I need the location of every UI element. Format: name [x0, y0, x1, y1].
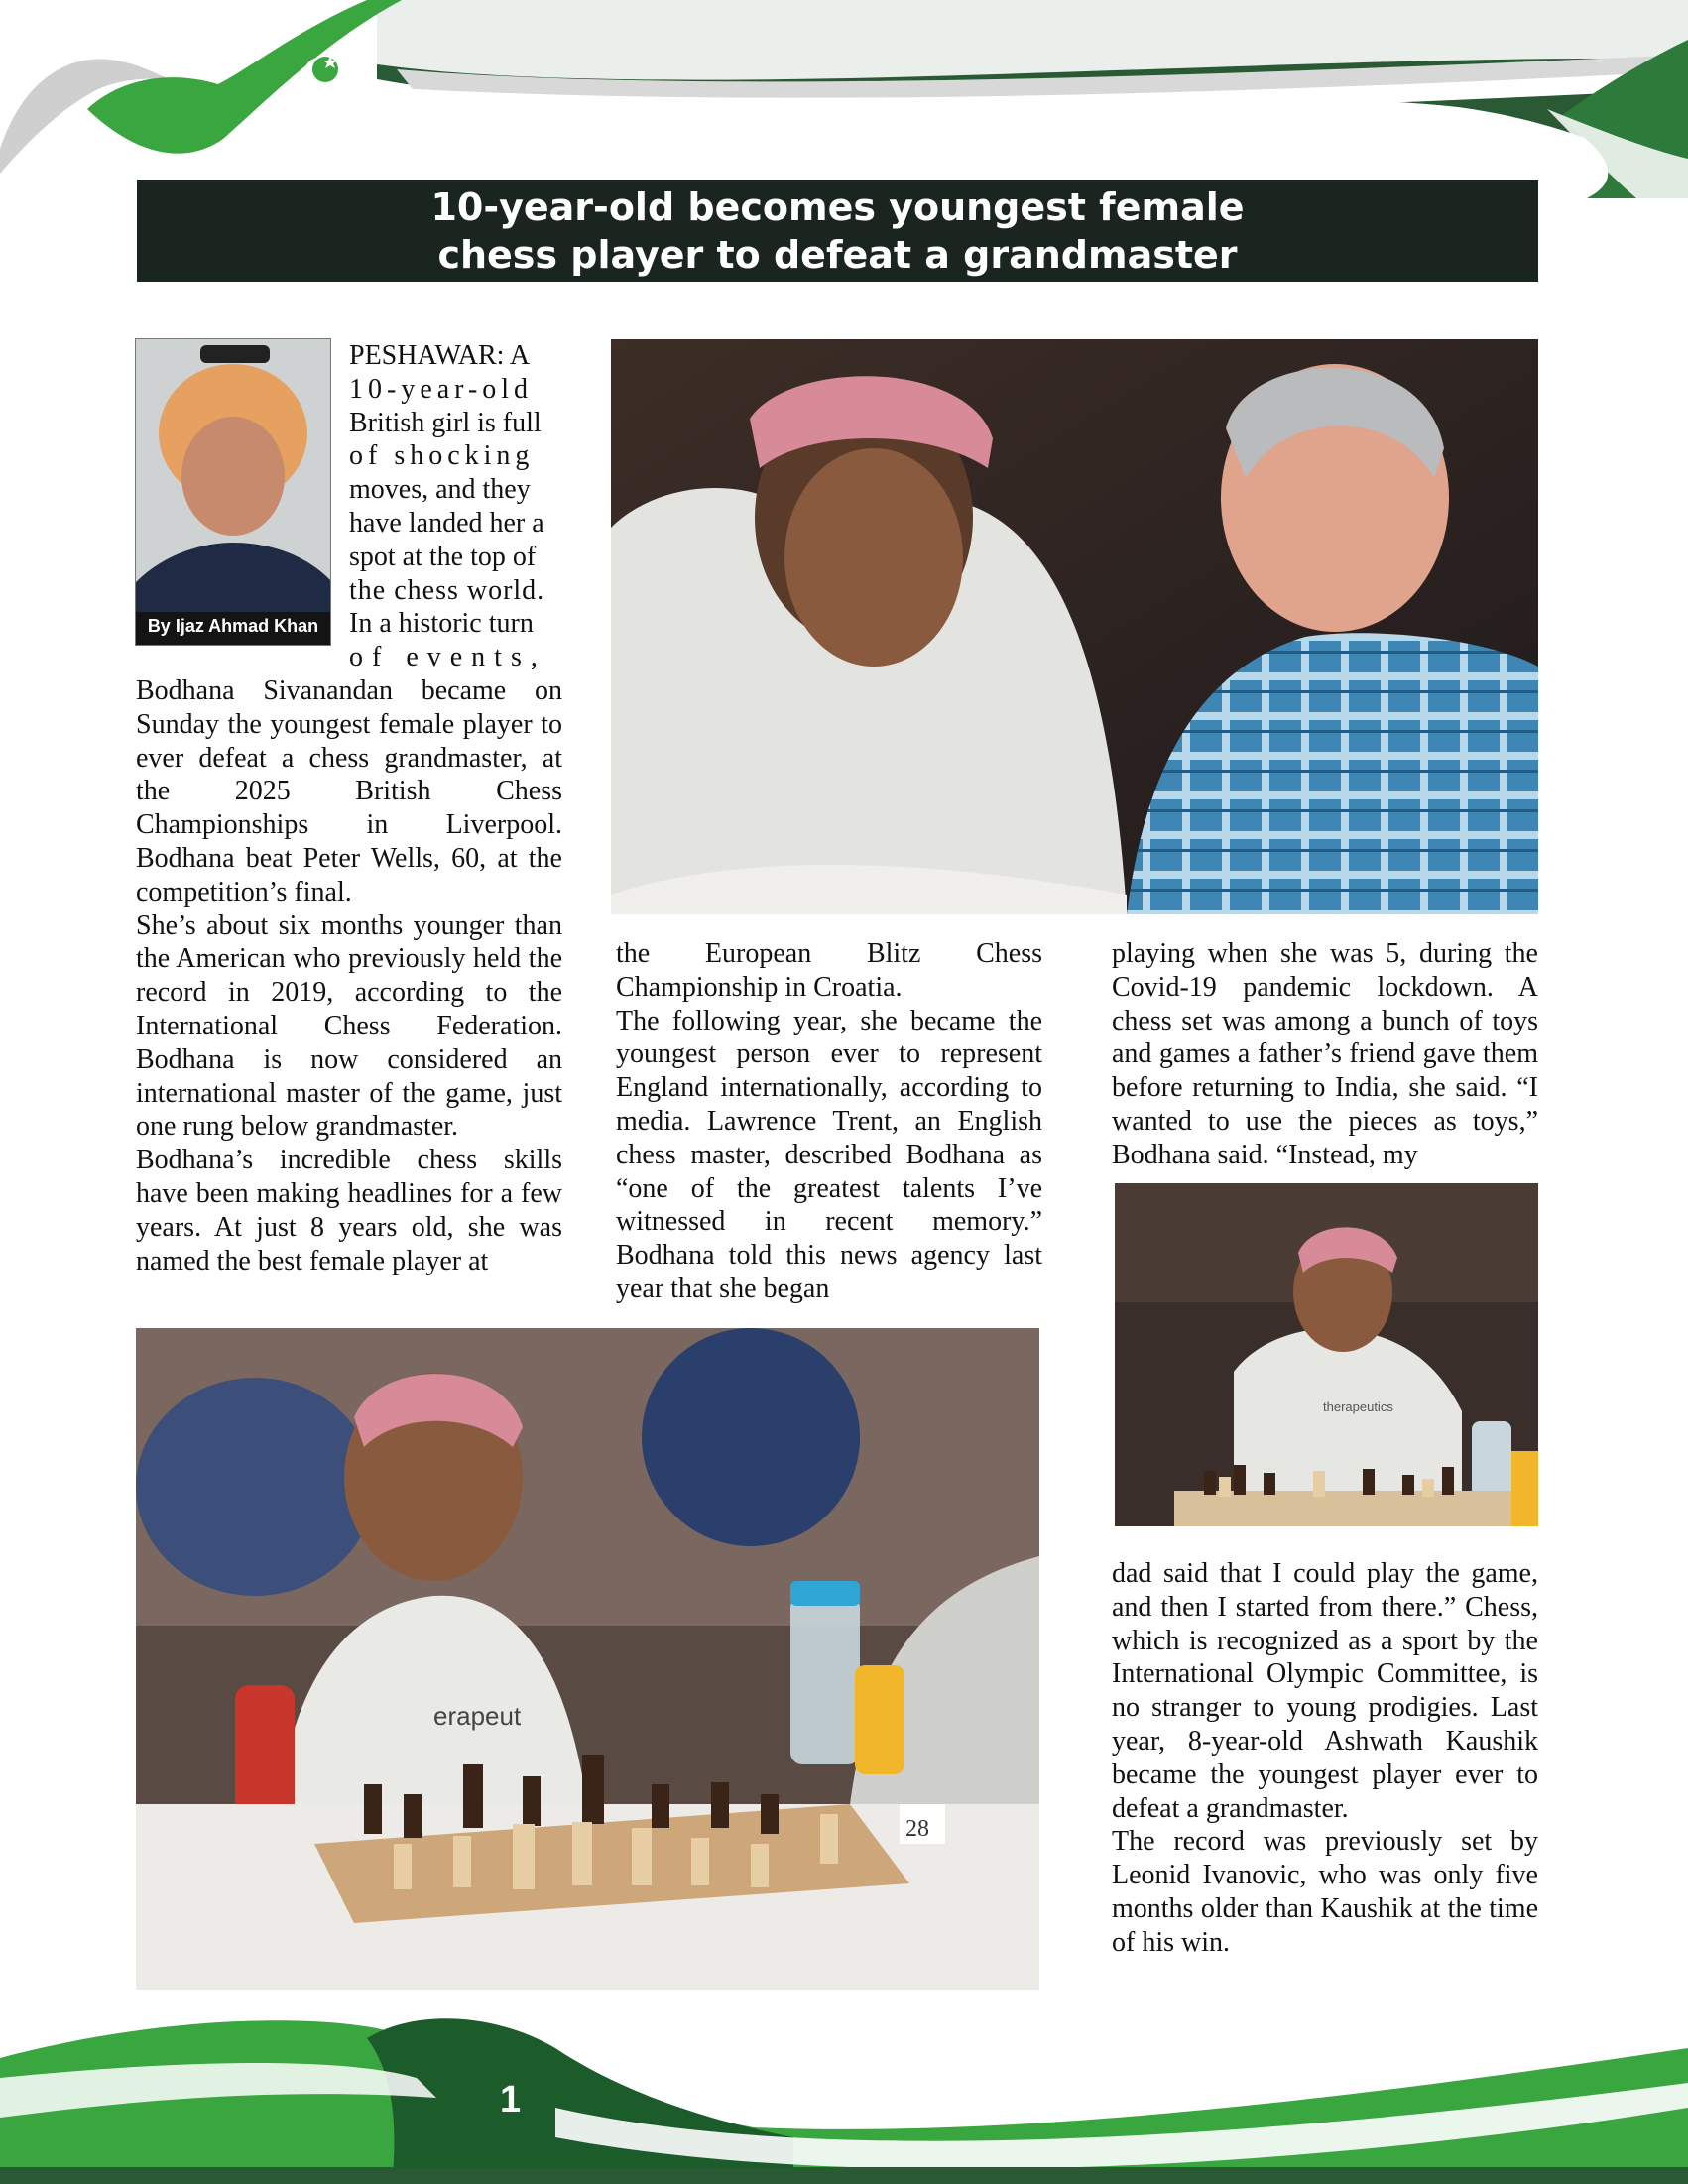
headline-line-2: chess player to defeat a grandmaster [437, 233, 1238, 277]
paragraph: She’s about six months younger than the American who previously held the record in 2019, according to the International Chess Federation. Bodhana is now considered an international master of the game, just one rung below grandmaster. [136, 910, 562, 1143]
column-1-body [136, 674, 562, 1277]
paragraph: The following year, she became the youngest person ever to represent England internationally, according to media. Lawrence Trent, an English chess master, described Bodhana as “one of the greatest talents I’ve witnessed in recent memory.” Bodhana told this news agency last year that she began [616, 1005, 1042, 1304]
wrap-line: spot at the top of [349, 541, 537, 572]
wrap-line: PESHAWAR: A [349, 340, 531, 371]
sweatshirt-logo-large: erapeut [433, 1701, 522, 1731]
page-number: 1 [500, 2079, 522, 2121]
wrap-line: British girl is full [349, 407, 542, 438]
match-photo-illustration [611, 339, 1538, 914]
wrap-line: of shocking [349, 440, 535, 472]
column-2 [616, 937, 1042, 1306]
column-3-top [1112, 937, 1538, 1172]
photo-bodhana-vs-wells [611, 339, 1538, 914]
paragraph: playing when she was 5, during the Covid-19 pandemic lockdown. A chess set was among a bunch of toys and games a father’s friend gave them before returning to India, she said. “I wanted to use the pieces as toys,” Bodhana said. “Instead, my [1112, 938, 1538, 1170]
article-headline [137, 180, 1538, 282]
photo-bodhana-thinking [136, 1328, 1039, 1990]
bottom-flag-banner [0, 1989, 1688, 2184]
column-1-intro [349, 339, 563, 674]
paragraph: The record was previously set by Leonid Ivanovic, who was only five months older than Kaushik at the time of his win. [1112, 1826, 1538, 1958]
wrap-line: 10-year-old [349, 373, 534, 405]
byline-caption: By Ijaz Ahmad Khan [136, 612, 330, 645]
headline-line-1: 10-year-old becomes youngest female [430, 185, 1245, 229]
wrap-line: have landed her a [349, 507, 544, 539]
large-photo-illustration [136, 1328, 1039, 1990]
paragraph: Bodhana’s incredible chess skills have been making headlines for a few years. At just 8 years old, she was named the best female player at [136, 1145, 562, 1276]
paragraph: the European Blitz Chess Championship in Croatia. [616, 938, 1042, 1003]
column-3-bottom [1112, 1557, 1538, 1960]
crescent-star-icon [298, 48, 347, 97]
wrap-line: In a historic turn [349, 608, 534, 640]
wrap-line: moves, and they [349, 474, 531, 506]
wrap-line: the chess world. [349, 574, 545, 606]
author-portrait-illustration [136, 339, 331, 646]
photo-bodhana-at-board-small [1115, 1183, 1538, 1526]
top-flag-banner [0, 0, 1688, 198]
wrap-line: of events, [349, 642, 546, 673]
sweatshirt-logo-small: therapeutics [1323, 1399, 1393, 1414]
paragraph: Bodhana Sivanandan became on Sunday the youngest female player to ever defeat a chess grandmaster, at the 2025 British Chess Championships in Liverpool. Bodhana beat Peter Wells, 60, at the competition’s final. [136, 675, 562, 908]
small-photo-illustration [1115, 1183, 1538, 1526]
paragraph: dad said that I could play the game, and then I started from there.” Chess, which is recognized as a sport by the International Olympic Committee, is no stranger to young prodigies. Last year, 8-year-old Ashwath Kaushik became the youngest player ever to defeat a grandmaster. [1112, 1558, 1538, 1824]
board-number-card: 28 [905, 1816, 929, 1842]
author-photo [135, 338, 331, 646]
